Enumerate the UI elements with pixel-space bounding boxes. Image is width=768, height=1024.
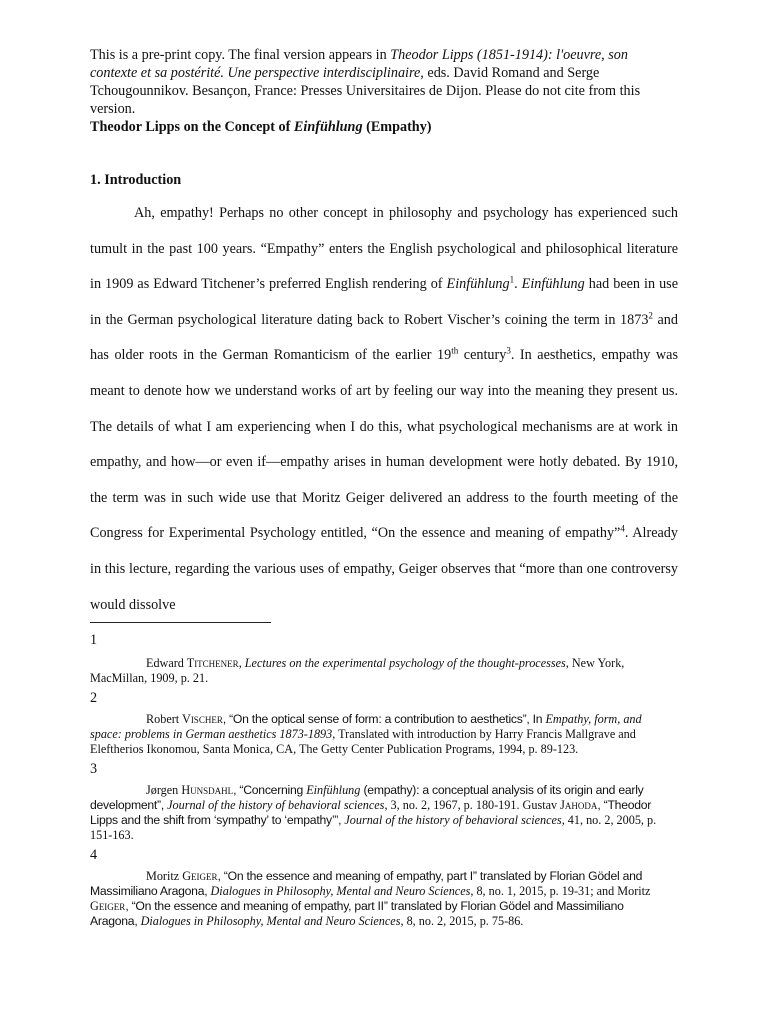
footnote-article-title: , “On the essence and meaning of empathy, part I” translated by Florian Gödel and Massimiliano Aragona, [90, 869, 643, 898]
body-text-3: and has older roots in the German Romanticism of the earlier 19 [90, 311, 678, 364]
body-term-einfuhlung-2: Einfühlung [521, 276, 585, 293]
paper-title [90, 118, 678, 136]
body-text-1: Ah, empathy! Perhaps no other concept in philosophy and psychology has experienced such tumult in the past 100 years. “Empathy” enters the English psychological and philosophical literature in 1909 as Edward Titchener’s preferred English rendering of [90, 205, 678, 293]
body-text-4: century [458, 347, 507, 364]
footnote-article-title-end: (empathy): a conceptual analysis of its origin and early development”, [90, 783, 644, 812]
preprint-notice [90, 46, 678, 118]
footnote-separator-text: , [238, 656, 245, 670]
footnote-separator [90, 622, 271, 623]
footnote-publication: , 3, no. 2, 1967, p. 180-191. Gustav J [384, 798, 565, 812]
footnote-ref-1[interactable]: 1 [509, 274, 515, 285]
footnote-3 [90, 783, 666, 843]
footnote-publication: , Translated with introduction by Harry Francis Mallgrave and Eleftherios Ikonomou, Santa Monica, CA, The Getty Center Publication Programs, 1994, p. 89-123. [90, 727, 636, 756]
footnote-number-1: 1 [90, 632, 98, 648]
footnote-journal: Journal of the history of behavioral sciences [344, 813, 562, 827]
footnote-publication: , 8, no. 2, 2015, p. 75-86. [400, 914, 524, 928]
footnote-author: Robert V [146, 712, 191, 726]
footnote-1 [90, 656, 666, 686]
footnote-number-4: 4 [90, 847, 98, 863]
body-text-dot: . [514, 276, 522, 293]
section-heading: 1. Introduction [90, 172, 182, 188]
footnote-publication: , 41, no. 2, 2005, p. 151-163. [90, 813, 657, 842]
body-text-6: . Already in this lecture, regarding the various uses of empathy, Geiger observes that “more than one controversy would dissolve [90, 525, 678, 613]
footnote-number-3: 3 [90, 761, 98, 777]
body-text-5: . In aesthetics, empathy was meant to denote how we understand works of art by feeling our way into the meaning they present us. The details of what I am experiencing when I do this, what psychological mechanisms are at work in empathy, and how—or even if—empathy arises in human development were hotly debated. By 1910, the term was in such wide use that Moritz Geiger delivered an address to the fourth meeting of the Congress for Experimental Psychology entitled, “On the essence and meaning of empathy” [90, 347, 678, 542]
footnote-author-smallcaps: eiger [98, 899, 126, 913]
paper-title-tail: (Empathy) [362, 119, 432, 135]
paper-title-lead: Theodor Lipps on the Concept of [90, 119, 294, 135]
footnote-4 [90, 869, 666, 929]
footnote-author-smallcaps: unsdahl [190, 783, 234, 797]
footnote-work-title: Lectures on the experimental psychology of the thought-processes [244, 656, 566, 670]
footnote-article-title: , “On the optical sense of form: a contribution to aesthetics”, In [222, 712, 546, 726]
footnote-author: Jørgen H [146, 783, 191, 797]
body-paragraph [90, 196, 678, 623]
footnote-ref-4[interactable]: 4 [620, 523, 625, 534]
footnote-article-title: , “On the essence and meaning of empathy, part II” translated by Florian Gödel and Massimiliano Aragona, [90, 899, 624, 928]
preprint-notice-lead: This is a pre-print copy. The final version appears in [90, 47, 391, 63]
footnote-author-smallcaps: ischer [190, 712, 223, 726]
preprint-book-title: Theodor Lipps (1851-1914): l'oeuvre, son contexte et sa postérité. Une perspective interdisciplinaire [90, 47, 628, 81]
paper-title-italic: Einfühlung [293, 119, 363, 135]
footnote-author-smallcaps: eiger [191, 869, 218, 883]
footnote-publication: , 8, no. 1, 2015, p. 19-31; and Moritz G [90, 884, 651, 913]
footnote-2 [90, 712, 666, 757]
footnote-journal: Dialogues in Philosophy, Mental and Neuro Sciences [210, 884, 471, 898]
footnote-author: Edward T [146, 656, 195, 670]
preprint-notice-tail: , eds. David Romand and Serge Tchougounnikov. Besançon, France: Presses Universitaires de Dijon. Please do not cite from this version. [90, 65, 641, 117]
footnote-article-title: , “Theodor Lipps and the shift from ‘sympathy’ to ‘empathy’”, [90, 798, 652, 827]
footnote-journal: Dialogues in Philosophy, Mental and Neuro Sciences [140, 914, 401, 928]
footnote-ref-2[interactable]: 2 [648, 310, 653, 321]
footnote-number-2: 2 [90, 690, 98, 706]
footnote-author: Moritz G [146, 869, 192, 883]
footnote-book-title: Empathy, form, and space: problems in German aesthetics 1873-1893 [90, 712, 642, 741]
footnote-article-italic: Einfühlung [306, 783, 361, 797]
footnote-publication: , New York, MacMillan, 1909, p. 21. [90, 656, 625, 685]
footnote-article-title: , “Concerning [233, 783, 307, 797]
footnote-author-smallcaps: ahoda [564, 798, 598, 812]
footnote-author-smallcaps: itchener [194, 656, 239, 670]
footnote-ref-3[interactable]: 3 [506, 345, 511, 356]
body-text-2: had been in use in the German psychological literature dating back to Robert Vischer’s coining the term in 1873 [90, 276, 678, 328]
ordinal-suffix: th [451, 345, 459, 356]
body-term-einfuhlung: Einfühlung [446, 276, 510, 293]
footnote-journal: Journal of the history of behavioral sciences [167, 798, 385, 812]
